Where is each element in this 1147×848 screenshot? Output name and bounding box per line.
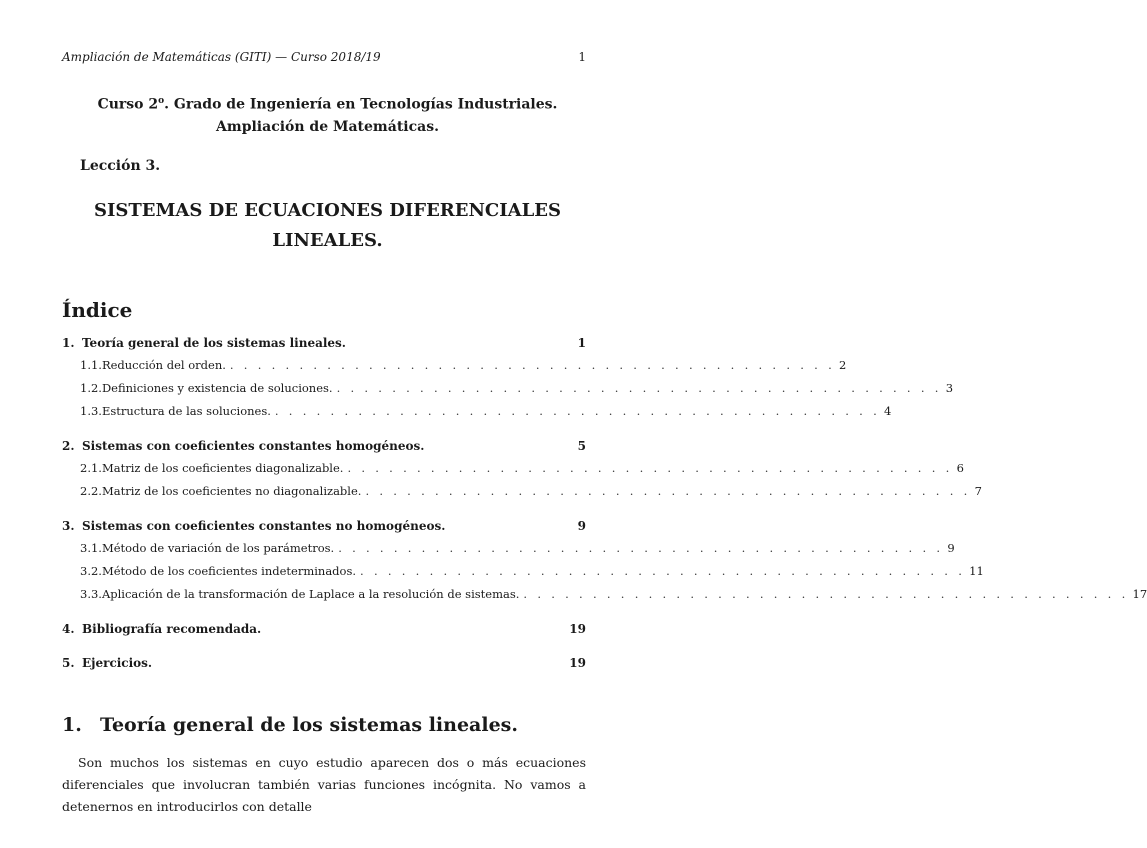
toc-leader-dots: . . . . . . . . . . . . . . . . . . . . . . . . . . . . . . . . . . . . . . . . . . . . <box>347 461 953 475</box>
toc-subsection[interactable]: 3.1. Método de variación de los parámetros. . . . . . . . . . . . . . . . . . . . . . . . . . . . . . . . . . . . . . . . . . . . . 9 <box>80 541 955 555</box>
toc-leader-dots: . . . . . . . . . . . . . . . . . . . . . . . . . . . . . . . . . . . . . . . . . . . . <box>360 564 966 578</box>
course-heading <box>0 90 655 138</box>
toc-leader-dots: . . . . . . . . . . . . . . . . . . . . . . . . . . . . . . . . . . . . . . . . . . . . <box>229 358 836 372</box>
toc-section[interactable]: 5. Ejercicios. 19 <box>62 656 586 670</box>
toc-subsection[interactable]: 1.1. Reducción del orden. . . . . . . . . . . . . . . . . . . . . . . . . . . . . . . . . . . . . . . . . . . . . 2 <box>80 358 847 372</box>
page-number: 1 <box>578 50 586 64</box>
toc-section[interactable]: 1. Teoría general de los sistemas lineales. 1 <box>62 336 586 350</box>
toc-subsection[interactable]: 3.2. Método de los coeficientes indeterminados. . . . . . . . . . . . . . . . . . . . . . . . . . . . . . . . . . . . . . . . . . . . . 11 <box>80 564 984 578</box>
ordinal-superscript: o <box>158 96 165 106</box>
running-header <box>62 50 586 64</box>
toc-section[interactable]: 3. Sistemas con coeficientes constantes no homogéneos. 9 <box>62 519 586 533</box>
toc-leader-dots: . . . . . . . . . . . . . . . . . . . . . . . . . . . . . . . . . . . . . . . . . . . . <box>336 381 942 395</box>
running-header-title: Ampliación de Matemáticas (GITI) — Curso 2018/19 <box>62 50 381 64</box>
toc-leader-dots: . . . . . . . . . . . . . . . . . . . . . . . . . . . . . . . . . . . . . . . . . . . . <box>365 484 971 498</box>
toc-subsection[interactable]: 2.1. Matriz de los coeficientes diagonalizable. . . . . . . . . . . . . . . . . . . . . . . . . . . . . . . . . . . . . . . . . . . . . 6 <box>80 461 964 475</box>
toc-subsection[interactable]: 2.2. Matriz de los coeficientes no diagonalizable. . . . . . . . . . . . . . . . . . . . . . . . . . . . . . . . . . . . . . . . . . . . . 7 <box>80 484 982 498</box>
lesson-label: Lección 3. <box>80 158 161 174</box>
toc-leader-dots: . . . . . . . . . . . . . . . . . . . . . . . . . . . . . . . . . . . . . . . . . . . . <box>523 587 1129 601</box>
document-title: SISTEMAS DE ECUACIONES DIFERENCIALES LINEALES. <box>93 200 562 251</box>
toc-leader-dots: . . . . . . . . . . . . . . . . . . . . . . . . . . . . . . . . . . . . . . . . . . . . <box>274 404 881 418</box>
body-paragraph: Son muchos los sistemas en cuyo estudio aparecen dos o más ecuaciones diferenciales que involucran también varias funciones incógnita. No vamos a detenernos en introducirlos con detalle <box>62 755 586 814</box>
course-line-2: Ampliación de Matemáticas. <box>216 118 439 135</box>
toc-section[interactable]: 2. Sistemas con coeficientes constantes homogéneos. 5 <box>62 439 586 453</box>
toc-subsection[interactable]: 1.2. Definiciones y existencia de soluciones. . . . . . . . . . . . . . . . . . . . . . . . . . . . . . . . . . . . . . . . . . . . . 3 <box>80 381 954 395</box>
toc-subsection[interactable]: 3.3. Aplicación de la transformación de Laplace a la resolución de sistemas. . . . . . . . . . . . . . . . . . . . . . . . . . . . . . . . . . . . . . . . . . . . . 17 <box>80 587 1147 601</box>
course-line-1: Curso 2$^o$. Grado de Ingeniería en Tecnologías Industriales. <box>97 96 558 113</box>
toc-subsection[interactable]: 1.3. Estructura de las soluciones. . . . . . . . . . . . . . . . . . . . . . . . . . . . . . . . . . . . . . . . . . . . . 4 <box>80 404 892 418</box>
table-of-contents <box>62 336 1147 678</box>
toc-section[interactable]: 4. Bibliografía recomendada. 19 <box>62 622 586 636</box>
toc-heading: Índice <box>62 298 133 322</box>
section-heading: 1. Teoría general de los sistemas lineales. <box>62 714 518 736</box>
toc-leader-dots: . . . . . . . . . . . . . . . . . . . . . . . . . . . . . . . . . . . . . . . . . . . . <box>338 541 944 555</box>
